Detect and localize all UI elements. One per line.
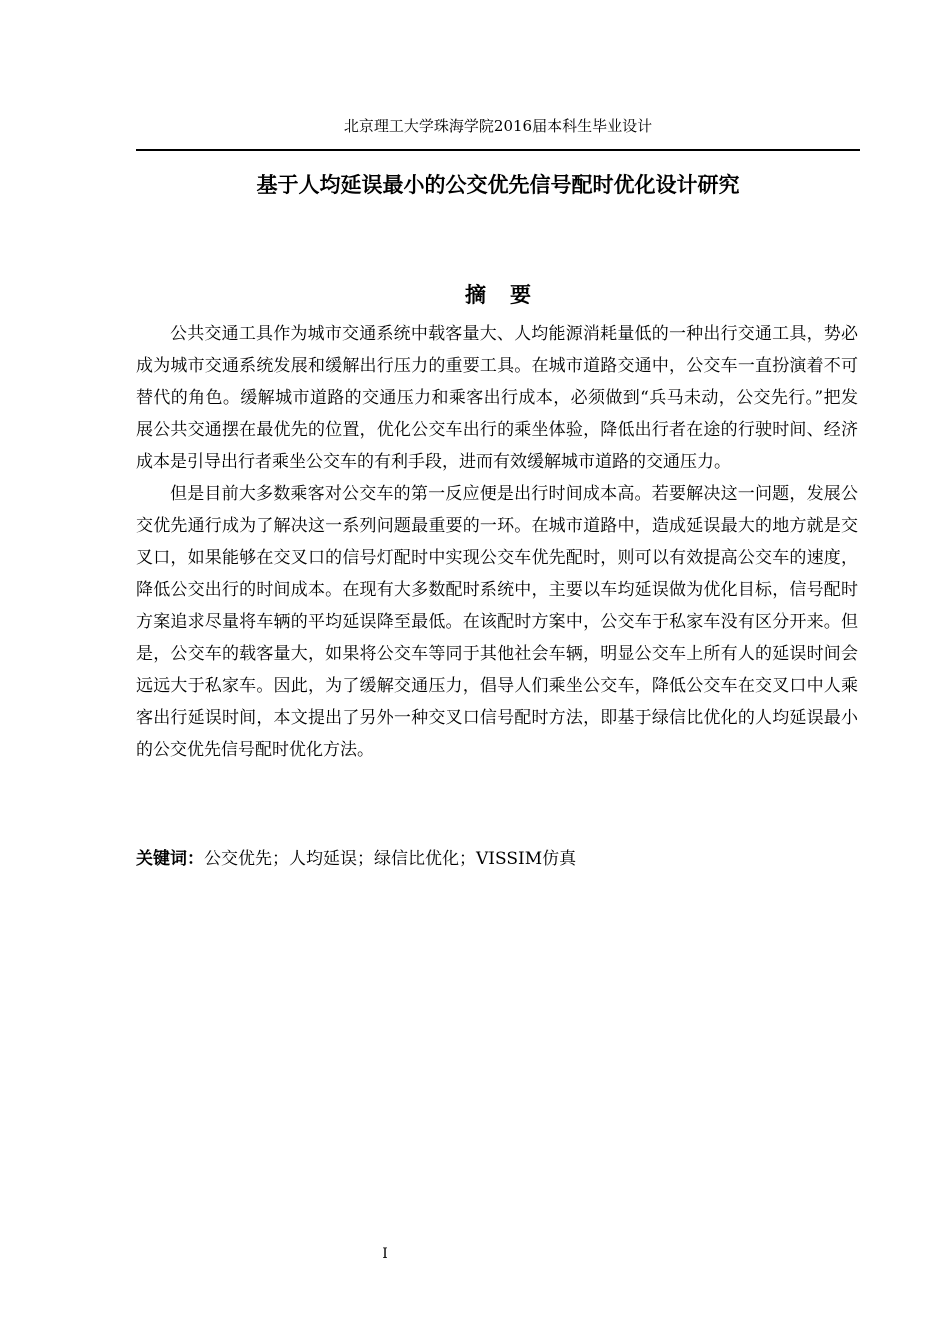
keywords-value: 公交优先；人均延误；绿信比优化；VISSIM仿真 <box>204 849 577 869</box>
page-number: I <box>382 1246 388 1262</box>
header-rule <box>136 149 860 151</box>
running-header: 北京理工大学珠海学院2016届本科生毕业设计 <box>343 117 653 135</box>
abstract-body <box>136 318 858 766</box>
thesis-title: 基于人均延误最小的公交优先信号配时优化设计研究 <box>256 173 740 197</box>
keywords-label: 关键词： <box>136 849 204 869</box>
abstract-heading: 摘要 <box>465 283 555 307</box>
keywords-line <box>136 843 858 875</box>
abstract-paragraph: 但是目前大多数乘客对公交车的第一反应便是出行时间成本高。若要解决这一问题，发展公交优先通行成为了解决这一系列问题最重要的一环。在城市道路中，造成延误最大的地方就是交叉口，如果能够在交叉口的信号灯配时中实现公交车优先配时，则可以有效提高公交车的速度，降低公交出行的时间成本。在现有大多数配时系统中，主要以车均延误做为优化目标，信号配时方案追求尽量将车辆的平均延误降至最低。在该配时方案中，公交车于私家车没有区分开来。但是，公交车的载客量大，如果将公交车等同于其他社会车辆，明显公交车上所有人的延误时间会远远大于私家车。因此，为了缓解交通压力，倡导人们乘坐公交车，降低公交车在交叉口中人乘客出行延误时间，本文提出了另外一种交叉口信号配时方法，即基于绿信比优化的人均延误最小的公交优先信号配时优化方法。 <box>136 484 858 760</box>
abstract-paragraph: 公共交通工具作为城市交通系统中载客量大、人均能源消耗量低的一种出行交通工具，势必成为城市交通系统发展和缓解出行压力的重要工具。在城市道路交通中，公交车一直扮演着不可替代的角色。缓解城市道路的交通压力和乘客出行成本，必须做到“兵马未动，公交先行。”把发展公共交通摆在最优先的位置，优化公交车出行的乘坐体验，降低出行者在途的行驶时间、经济成本是引导出行者乘坐公交车的有利手段，进而有效缓解城市道路的交通压力。 <box>136 324 858 472</box>
